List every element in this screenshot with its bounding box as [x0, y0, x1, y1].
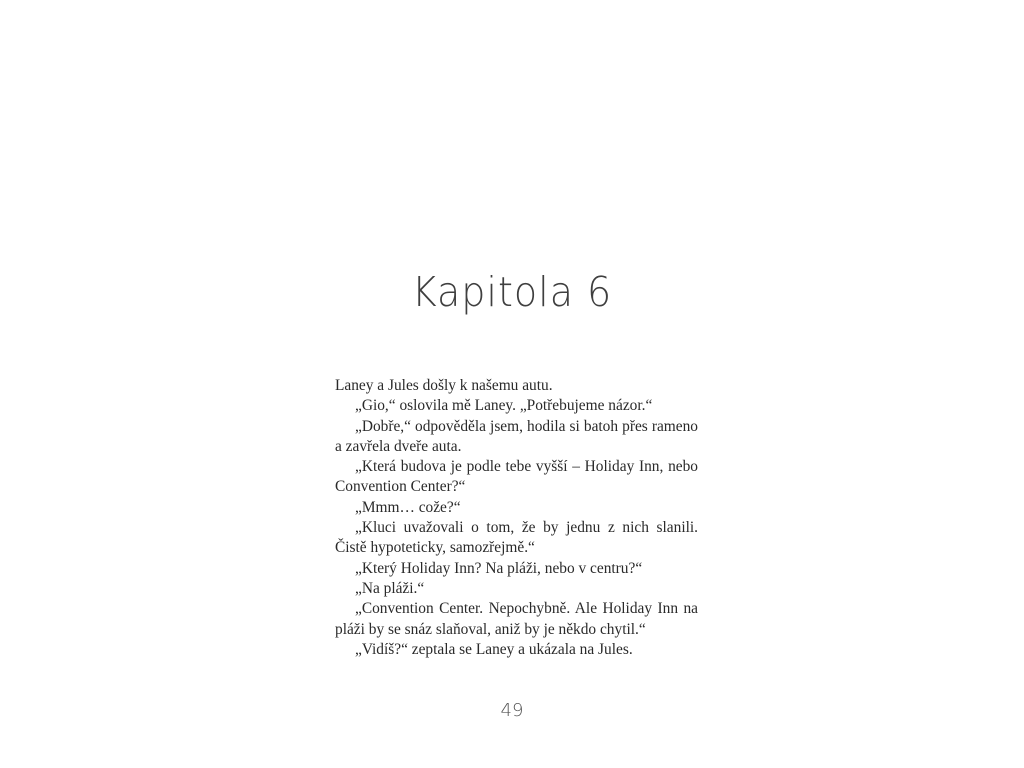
paragraph: „Dobře,“ odpověděla jsem, hodila si batoh přes rameno a zavřela dveře auta. [335, 417, 698, 455]
paragraph: „Vidíš?“ zeptala se Laney a ukázala na Jules. [355, 640, 633, 658]
paragraph: „Na pláži.“ [355, 579, 425, 597]
chapter-title: Kapitola 6 [411, 268, 613, 316]
paragraph: „Mmm… cože?“ [355, 498, 461, 516]
page-number: 49 [500, 700, 524, 721]
paragraph: „Kluci uvažovali o tom, že by jednu z nich slanili. Čistě hypoteticky, samozřejmě.“ [335, 519, 698, 557]
chapter-body [335, 376, 698, 660]
paragraph: Laney a Jules došly k našemu autu. [335, 377, 553, 394]
paragraph: „Která budova je podle tebe vyšší – Holiday Inn, nebo Convention Center?“ [335, 458, 698, 496]
paragraph: „Convention Center. Nepochybně. Ale Holiday Inn na pláži by se snáz slaňoval, aniž by je někdo chytil.“ [335, 600, 698, 638]
paragraph: „Který Holiday Inn? Na pláži, nebo v centru?“ [355, 559, 643, 577]
paragraph: „Gio,“ oslovila mě Laney. „Potřebujeme názor.“ [355, 397, 653, 415]
